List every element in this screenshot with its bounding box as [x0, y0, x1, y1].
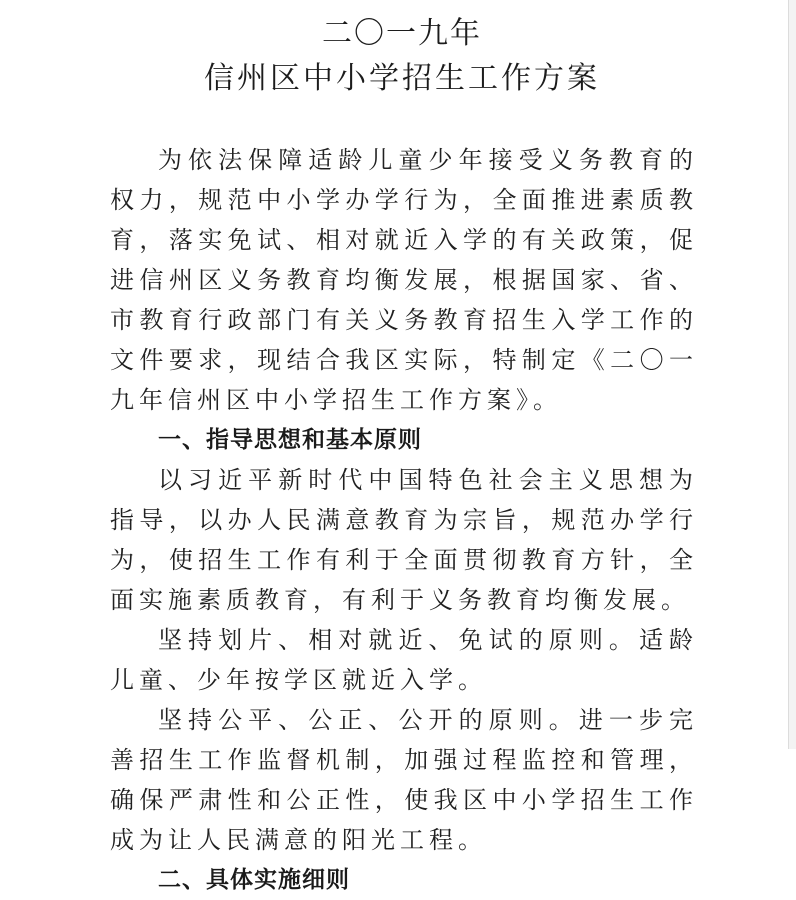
body-paragraph: 以习近平新时代中国特色社会主义思想为指导，以办人民满意教育为宗旨，规范办学行为，使招生工作有利于全面贯彻教育方针，全面实施素质教育，有利于义务教育均衡发展。	[110, 466, 698, 614]
document-title-year: 二〇一九年	[322, 16, 482, 51]
body-paragraph: 坚持公平、公正、公开的原则。进一步完善招生工作监督机制，加强过程监控和管理，确保严肃性和公正性，使我区中小学招生工作成为让人民满意的阳光工程。	[110, 706, 698, 854]
section-guiding-principles	[110, 420, 698, 860]
page-edge-scrollbar	[788, 0, 796, 749]
document-body	[110, 140, 698, 900]
intro-paragraph: 为依法保障适龄儿童少年接受义务教育的权力，规范中小学办学行为，全面推进素质教育，落实免试、相对就近入学的有关政策，促进信州区义务教育均衡发展，根据国家、省、市教育行政部门有关义务教育招生入学工作的文件要求，现结合我区实际，特制定《二〇一九年信州区中小学招生工作方案》。	[110, 146, 698, 414]
document-title: 信州区中小学招生工作方案	[204, 61, 600, 96]
body-paragraph: 坚持划片、相对就近、免试的原则。适龄儿童、少年按学区就近入学。	[110, 626, 698, 694]
section-heading: 二、具体实施细则	[158, 867, 350, 893]
section-heading: 一、指导思想和基本原则	[158, 427, 422, 453]
section-implementation-rules	[110, 860, 698, 900]
